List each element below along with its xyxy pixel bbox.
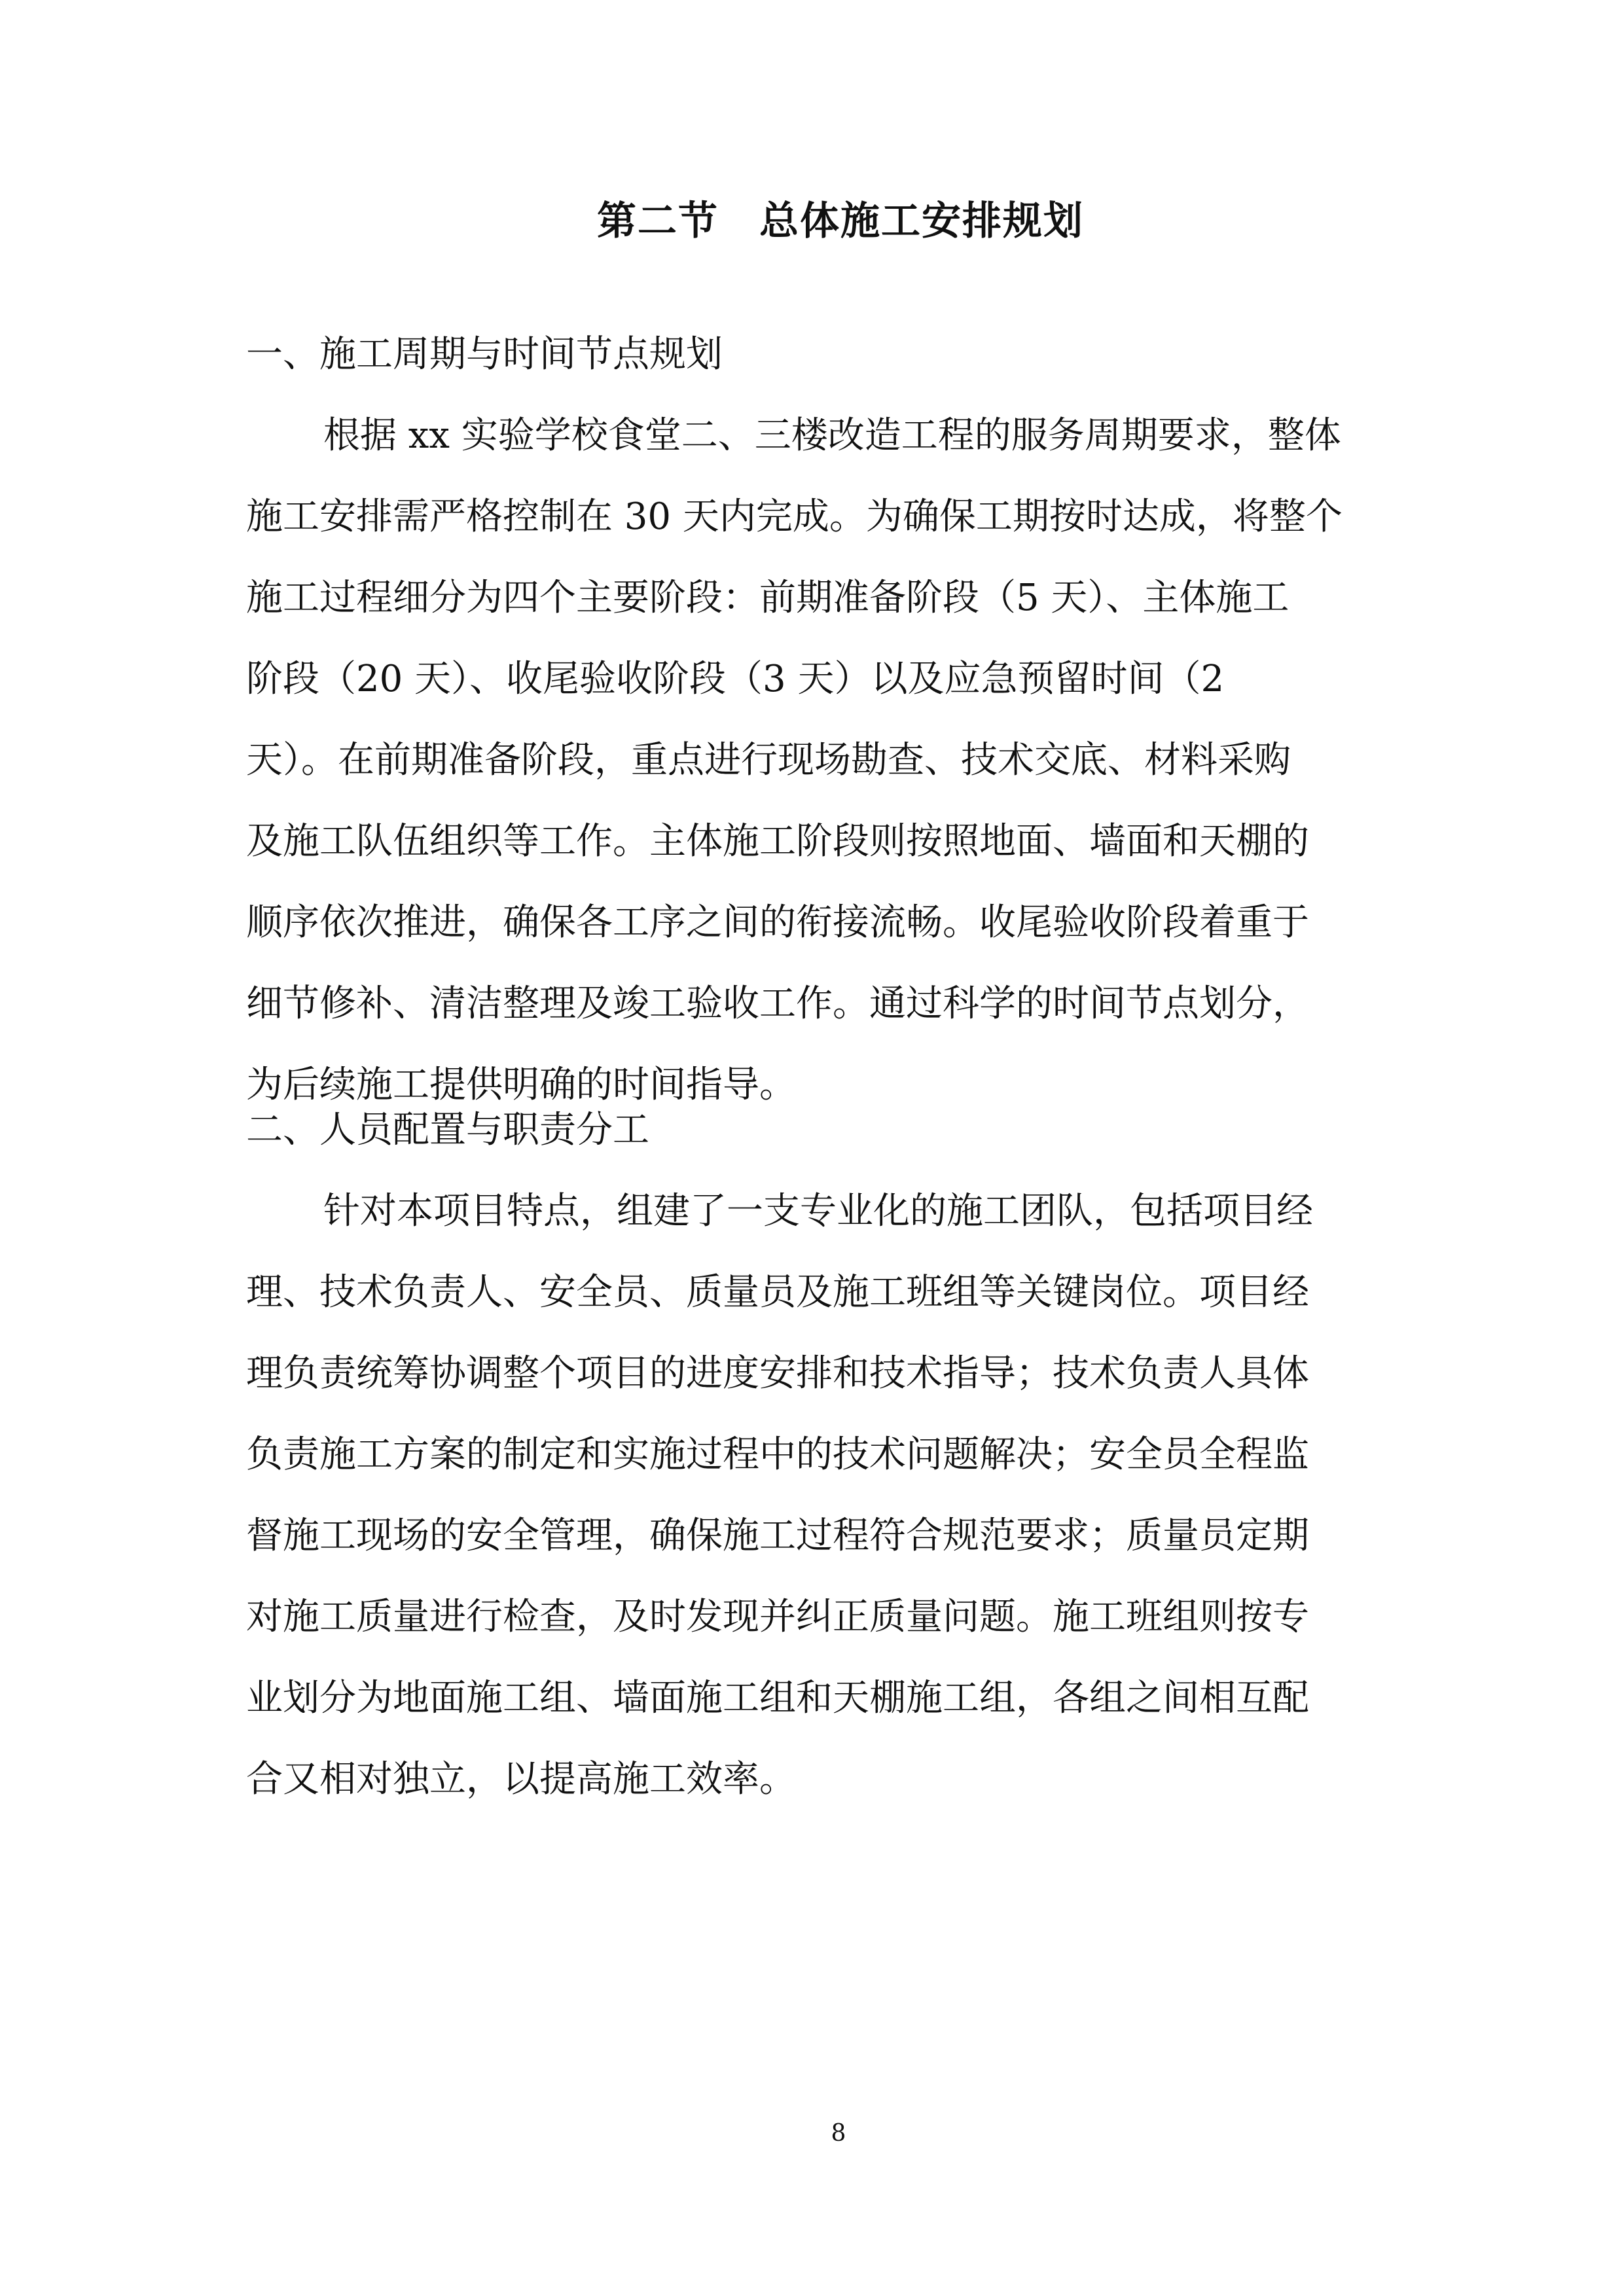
paragraph-line: 为后续施工提供明确的时间指导。 (246, 1064, 796, 1106)
page-number: 8 (831, 2120, 846, 2147)
section-heading: 二、人员配置与职责分工 (246, 1109, 649, 1151)
paragraph-line: 阶段（20 天）、收尾验收阶段（3 天）以及应急预留时间（2 (246, 658, 1225, 700)
paragraph-line: 天）。在前期准备阶段，重点进行现场勘查、技术交底、材料采购 (246, 739, 1291, 781)
section-construction-schedule (246, 314, 1398, 1126)
paragraph-line: 施工过程细分为四个主要阶段：前期准备阶段（5 天）、主体施工 (246, 577, 1290, 619)
paragraph-line: 负责施工方案的制定和实施过程中的技术问题解决；安全员全程监 (246, 1433, 1309, 1476)
paragraph-line: 督施工现场的安全管理，确保施工过程符合规范要求；质量员定期 (246, 1515, 1309, 1557)
paragraph-line: 针对本项目特点，组建了一支专业化的施工团队，包括项目经 (323, 1190, 1313, 1232)
page-title: 第二节 总体施工安排规划 (597, 198, 1084, 244)
paragraph-line: 合又相对独立，以提高施工效率。 (246, 1758, 796, 1801)
paragraph-line: 对施工质量进行检查，及时发现并纠正质量问题。施工班组则按专 (246, 1596, 1309, 1638)
paragraph-line: 理、技术负责人、安全员、质量员及施工班组等关键岗位。项目经 (246, 1271, 1309, 1314)
section-staffing-responsibilities (246, 1090, 1398, 1820)
paragraph-line: 根据 xx 实验学校食堂二、三楼改造工程的服务周期要求，整体 (323, 414, 1341, 457)
paragraph-line: 理负责统筹协调整个项目的进度安排和技术指导；技术负责人具体 (246, 1352, 1309, 1395)
section-heading: 一、施工周期与时间节点规划 (246, 333, 723, 376)
section-paragraph (246, 395, 1398, 1126)
paragraph-line: 施工安排需严格控制在 30 天内完成。为确保工期按时达成，将整个 (246, 495, 1343, 538)
paragraph-line: 细节修补、清洁整理及竣工验收工作。通过科学的时间节点划分， (246, 982, 1309, 1025)
section-paragraph (246, 1171, 1398, 1820)
paragraph-line: 及施工队伍组织等工作。主体施工阶段则按照地面、墙面和天棚的 (246, 820, 1309, 863)
paragraph-line: 顺序依次推进，确保各工序之间的衔接流畅。收尾验收阶段着重于 (246, 901, 1309, 944)
paragraph-line: 业划分为地面施工组、墙面施工组和天棚施工组，各组之间相互配 (246, 1677, 1309, 1719)
